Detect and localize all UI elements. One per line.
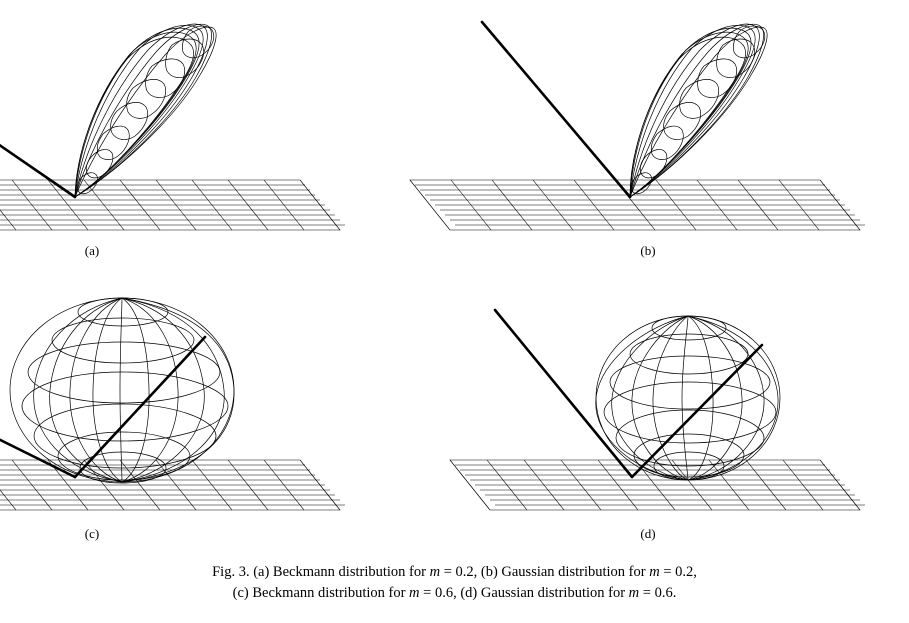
caption-line-1: [0, 562, 909, 583]
ground-grid-d: [450, 460, 865, 510]
panel-d-label: (d): [640, 526, 656, 541]
caption-line2-mid: = 0.6, (d) Gaussian distribution for: [419, 585, 629, 602]
lobe-wireframe-a: [75, 24, 216, 197]
caption-line-2: [0, 583, 909, 604]
panel-d-svg: [400, 280, 900, 520]
caption-m4: m: [628, 585, 640, 602]
panel-b-svg: [400, 0, 900, 240]
panel-c-svg: [0, 280, 440, 520]
panel-a-svg: [0, 0, 440, 240]
caption-line2-prefix: (c) Beckmann distribution for: [232, 585, 410, 602]
ground-grid-a: [0, 180, 345, 230]
figure-caption: [0, 562, 909, 604]
panel-b-label: (b): [640, 243, 656, 258]
panel-a-plot: [0, 0, 440, 240]
lobe-outline-d: [596, 316, 780, 480]
lobe-outline-c: [10, 298, 234, 482]
caption-m3: m: [409, 585, 420, 602]
incident-ray-d: [495, 310, 632, 477]
panel-c-label: (c): [84, 526, 100, 541]
panel-b-plot: [400, 0, 900, 240]
lobe-rings-b: [632, 26, 765, 194]
panel-c-plot: [0, 280, 440, 520]
incident-ray-b: [482, 22, 630, 197]
panel-a-label: (a): [84, 243, 100, 258]
lobe-meridians-d: [596, 316, 778, 480]
caption-line2-end: = 0.6.: [639, 585, 677, 602]
ground-grid-c: [0, 460, 345, 510]
ground-grid-b: [410, 180, 865, 230]
caption-m1: m: [429, 564, 441, 580]
caption-m2: m: [649, 564, 660, 580]
caption-line1-mid: = 0.2, (b) Gaussian distribution for: [440, 564, 650, 580]
panel-d-plot: [400, 280, 900, 520]
caption-line1-prefix: Fig. 3. (a) Beckmann distribution for: [212, 564, 430, 580]
caption-line1-end: = 0.2,: [659, 564, 697, 580]
lobe-wireframe-b: [630, 24, 767, 197]
